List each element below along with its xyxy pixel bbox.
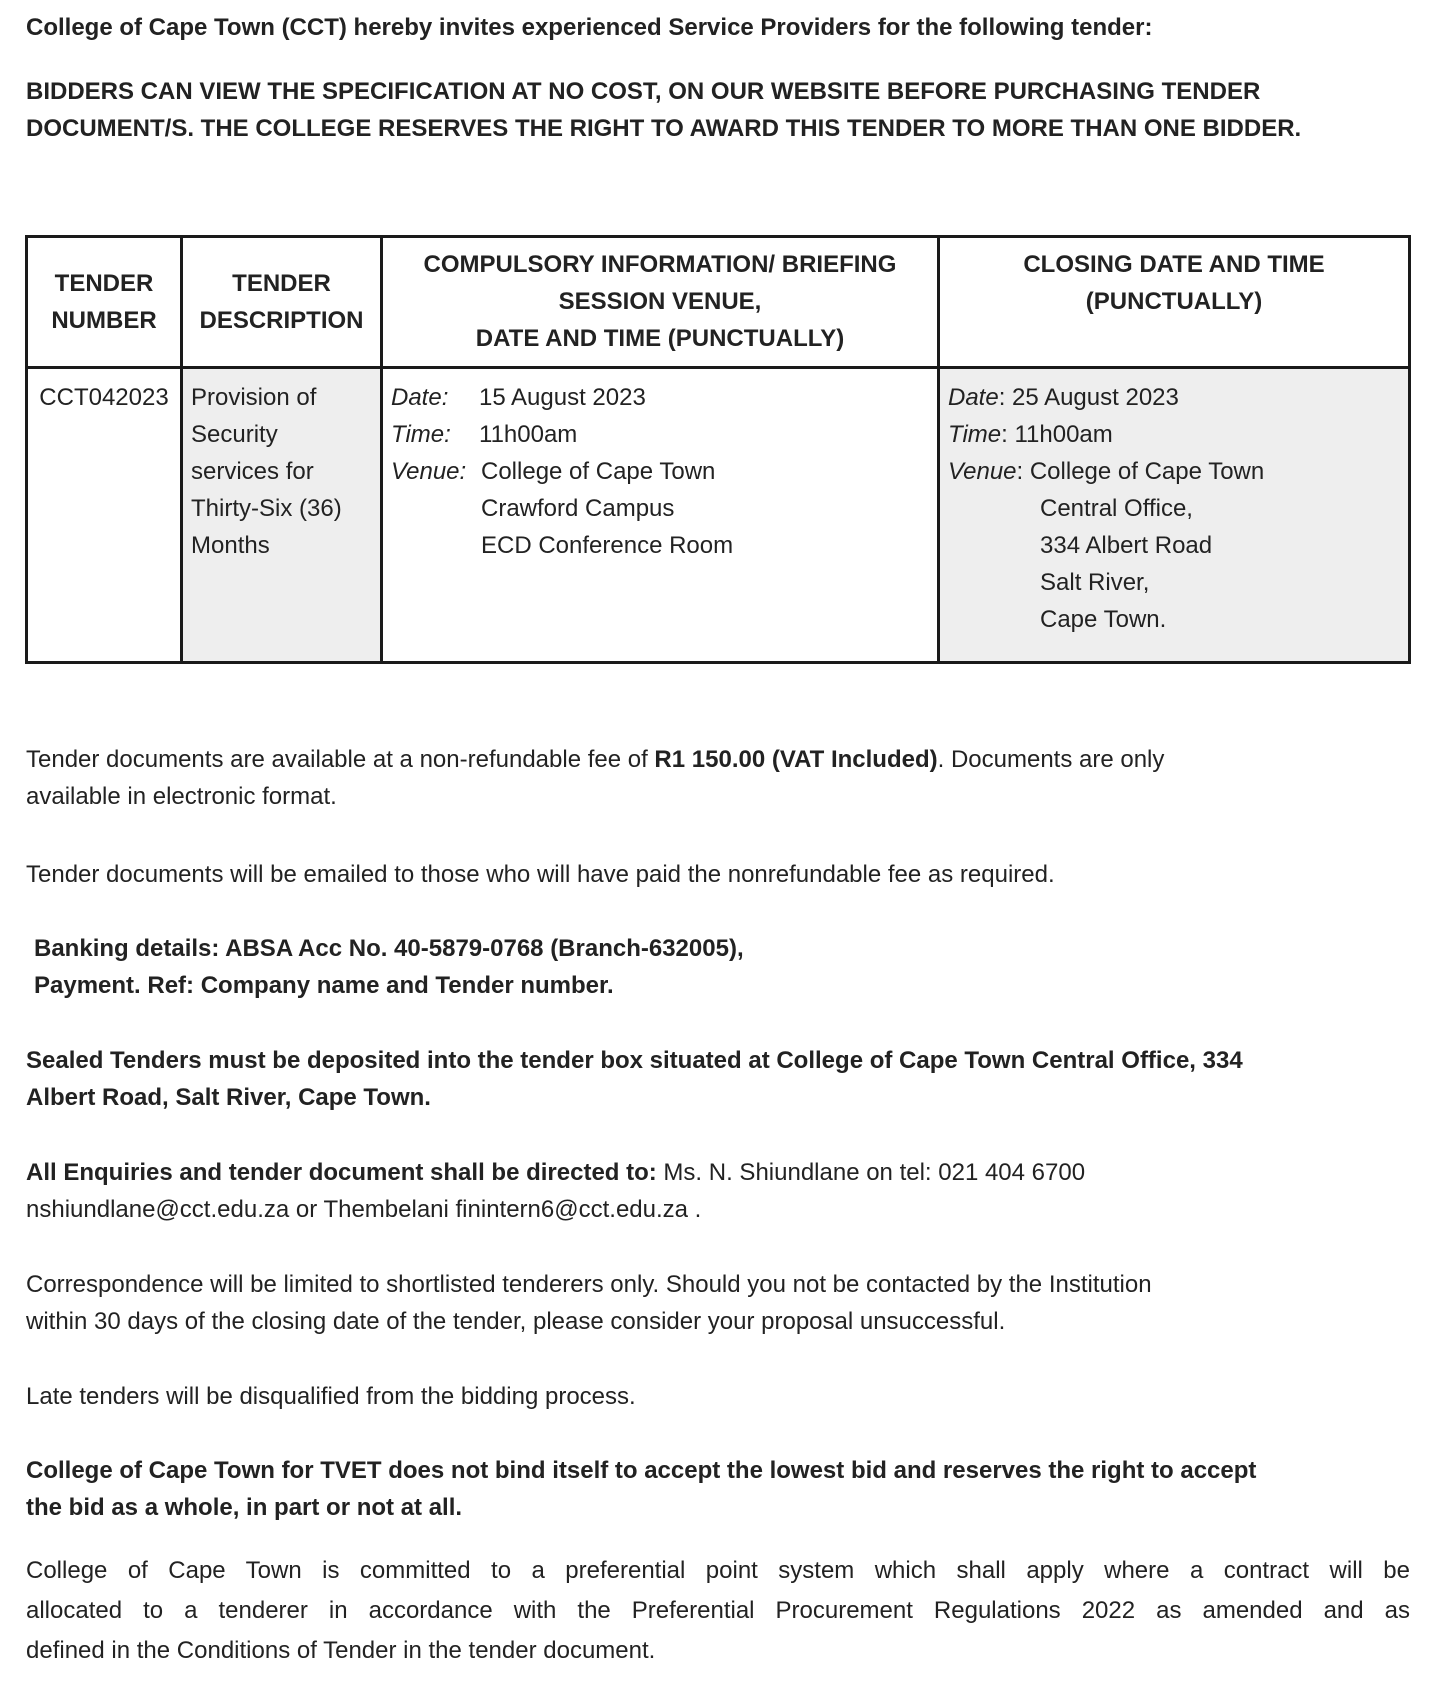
bidders-notice	[26, 73, 1301, 147]
header-closing: CLOSING DATE AND TIME (PUNCTUALLY)	[939, 237, 1410, 368]
fee-paragraph: Tender documents are available at a non-refundable fee of R1 150.00 (VAT Included). Documents are only available in electronic format.	[26, 746, 1165, 810]
closing-date: Date : 25 August 2023	[948, 384, 1179, 411]
table-row	[27, 368, 1410, 663]
bidders-notice-line: DOCUMENT/S. THE COLLEGE RESERVES THE RIGHT TO AWARD THIS TENDER TO MORE THAN ONE BIDDER.	[26, 115, 1302, 142]
tender-description-cell: Provision of Security services for Thirty-Six (36) Months	[182, 368, 382, 663]
briefing-time: Time: 11h00am	[391, 421, 578, 448]
tender-number-cell: CCT042023	[27, 368, 182, 663]
preferential-paragraph: College of Cape Town is committed to a preferential point system which shall apply where a contract will be allocated to a tenderer in accordance with the Preferential Procurement Regulations 2022 as amended and as defined in the Conditions of Tender in the tender document.	[26, 1557, 1410, 1664]
table-header-row	[27, 237, 1410, 368]
enquiries-paragraph	[26, 1154, 1085, 1228]
fee-amount: R1 150.00 (VAT Included)	[654, 746, 938, 773]
closing-time: Time : 11h00am	[948, 421, 1113, 448]
header-tender-number: TENDER NUMBER	[27, 237, 182, 368]
briefing-cell	[382, 368, 939, 663]
header-tender-description: TENDER DESCRIPTION	[182, 237, 382, 368]
emailed-paragraph: Tender documents will be emailed to those who will have paid the nonrefundable fee as required.	[26, 861, 1055, 888]
no-bind-paragraph: College of Cape Town for TVET does not bind itself to accept the lowest bid and reserves the right to accept the bid as a whole, in part or not at all.	[26, 1457, 1257, 1521]
briefing-date: Date: 15 August 2023	[391, 384, 646, 411]
late-tenders-paragraph: Late tenders will be disqualified from the bidding process.	[26, 1383, 636, 1410]
sealed-tenders-paragraph: Sealed Tenders must be deposited into the tender box situated at College of Cape Town Central Office, 334 Albert Road, Salt River, Cape Town.	[26, 1047, 1243, 1111]
header-briefing: COMPULSORY INFORMATION/ BRIEFING SESSION VENUE, DATE AND TIME (PUNCTUALLY)	[382, 237, 939, 368]
bidders-notice-line: BIDDERS CAN VIEW THE SPECIFICATION AT NO COST, ON OUR WEBSITE BEFORE PURCHASING TENDER	[26, 78, 1261, 105]
intro-text: College of Cape Town (CCT) hereby invites experienced Service Providers for the following tender:	[26, 14, 1153, 41]
closing-venue-address: Central Office, 334 Albert Road Salt River, Cape Town.	[1040, 495, 1213, 633]
enquiries-contact: Ms. N. Shiundlane on tel: 021 404 6700	[656, 1159, 1086, 1186]
closing-cell	[939, 368, 1410, 663]
correspondence-paragraph: Correspondence will be limited to shortlisted tenderers only. Should you not be contacted by the Institution within 30 days of the closing date of the tender, please consider your proposal unsuccessful.	[26, 1271, 1152, 1335]
enquiries-label: All Enquiries and tender document shall be directed to:	[26, 1159, 657, 1186]
tender-table	[25, 235, 1411, 664]
enquiries-emails: nshiundlane@cct.edu.za or Thembelani finintern6@cct.edu.za .	[26, 1196, 702, 1223]
briefing-venue: Venue: College of Cape Town Crawford Campus ECD Conference Room	[391, 458, 734, 559]
closing-venue: Venue : College of Cape Town	[948, 458, 1265, 485]
banking-details: Banking details: ABSA Acc No. 40-5879-0768 (Branch-632005), Payment. Ref: Company name and Tender number.	[34, 935, 744, 999]
